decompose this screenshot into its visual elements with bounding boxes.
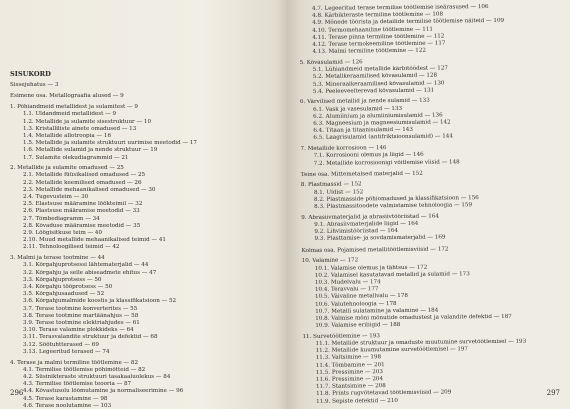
toc-entry: 1.2. Metallide ja sulamite sisestruktuur — 10 <box>23 118 152 125</box>
toc-entry: 11.3. Valtsimine — 198 <box>315 354 382 362</box>
toc-entry: 3.2. Kõrgahju ja selle abiseadmete ehitus — 47 <box>23 269 157 276</box>
toc-section-entry: 7. Metallide korrosioon — 146 <box>300 145 387 153</box>
toc-entry: 1.3. Kristalliliste ainete omadused — 13 <box>23 125 137 132</box>
toc-entry: 7.1. Korrosiooni olemus ja liigid — 146 <box>313 152 424 160</box>
right-toc-column <box>299 3 565 406</box>
toc-heading: SISUKORD <box>10 70 51 78</box>
toc-entry: 1.6. Metallide sulamid ja nende struktuur — 19 <box>23 147 158 154</box>
toc-entry: 2.9. Löögisitkuse teim — 40 <box>23 230 103 237</box>
toc-part-entry: Esimene osa. Metallograafia alused — 9 <box>10 93 124 100</box>
right-page <box>287 0 570 409</box>
toc-entry: 2.6. Plastsuse määramise meetodid — 33 <box>23 208 140 215</box>
right-toc-list <box>299 3 565 406</box>
toc-entry: 2.2. Metallide keemilised omadused — 26 <box>23 179 142 186</box>
toc-entry: 2.1. Metallide füüsikalised omadused — 25 <box>23 172 146 179</box>
toc-entry: 2.11. Tehnoloogilised teimid — 42 <box>23 244 120 251</box>
toc-entry: 8.3. Plastmassitoodete valmistamise tehnoloogia — 159 <box>314 202 473 210</box>
toc-entry: 10.2. Valamisel kasutatavad metallid ja sulamid — 173 <box>314 270 470 279</box>
toc-entry: 10.1. Valamise olemus ja tähtsus — 172 <box>314 264 428 272</box>
toc-entry: 3.9. Terase tootmine elektriahjudes — 61 <box>23 320 140 326</box>
toc-entry: 10.7. Metalli sulatamine ja valamine — 184 <box>315 307 439 315</box>
toc-entry: 6.1. Vask ja vasesulamid — 133 <box>313 105 403 113</box>
toc-entry: 4.6. Terase noolutamine — 103 <box>23 402 112 409</box>
toc-section-entry: 5. Kõvasulamid — 126 <box>299 59 363 66</box>
toc-entry: 2.7. Tõmbediagramm — 34 <box>23 215 100 222</box>
toc-entry: 6.3. Magneesium ja magneesiumisulamid — 142 <box>313 119 451 127</box>
toc-entry: 11.6. Pressimine — 204 <box>315 376 384 383</box>
toc-entry: 3.4. Kõrgahju tööprotsess — 50 <box>23 283 113 290</box>
toc-entry: 4.11. Terase pinna termiline töötlemine — 112 <box>312 33 445 41</box>
toc-entry: 5.3. Mineraalkeraamilised kõvasulamid — 130 <box>312 80 445 88</box>
toc-entry: 10.9. Valamise eriliigid — 188 <box>315 322 401 329</box>
toc-entry: 4.2. Süsinikteraste struktuuri tasakaaluolekus — 84 <box>23 373 171 380</box>
toc-entry: 5.4. Peeleeveelterevad kõvasulamid — 131 <box>312 87 435 95</box>
toc-entry: 3.12. Söötuhtterased — 69 <box>23 341 99 348</box>
toc-entry: 3.6. Kõrgahjumalmide koostis ja klassifikatsioon — 52 <box>23 298 177 305</box>
toc-entry: 4.4. Kõvastusolu lõõmutamine ja normaliseerimine — 96 <box>23 388 184 395</box>
toc-entry: 1.4. Metallide allotroopia — 16 <box>23 132 112 139</box>
toc-entry: 3.1. Kõrgahjuprotsessi lähtematerjalid — 44 <box>23 262 149 269</box>
toc-entry: 4.10. Termomehaaniline töötlemine — 111 <box>312 26 433 34</box>
left-page-number: 296 <box>10 389 24 397</box>
toc-section-entry: 1. Põhiandmeid metallidest ja sulamitest — 9 <box>10 104 138 111</box>
toc-section-entry: 9. Abrasiivmaterjalid ja abrasiivtööriistad — 164 <box>301 213 439 221</box>
toc-entry: 4.7. Legeeritud terase termilise töötlemise iseärasused — 106 <box>311 4 489 12</box>
toc-entry: 6.4. Titaan ja titaanisulamid — 143 <box>313 127 413 135</box>
toc-entry: 11.7. Stantsimine — 208 <box>315 383 386 391</box>
toc-section-entry: 6. Värvilised metallid ja nende sulamid — 133 <box>299 98 430 106</box>
toc-entry: 9.3. Plasttamise- ja sovdamismaterjalid — 169 <box>314 234 446 243</box>
toc-entry: 3.10. Terase valamine plokkideks — 64 <box>23 327 134 334</box>
toc-entry: 8.1. Üldist — 152 <box>313 189 364 196</box>
toc-entry: 10.4. Teravvalu — 177 <box>314 286 379 293</box>
toc-entry: 5.1. Lühiandmeid metallide kärbitöödest — 127 <box>312 65 448 73</box>
toc-section-entry: 2. Metallide ja sulamite omadused — 25 <box>10 165 124 172</box>
toc-entry: 2.4. Tugevusteim — 30 <box>23 194 89 201</box>
toc-entry: 9.2. Lihvimistööriistad — 164 <box>314 228 398 236</box>
toc-entry: 8.2. Plastmasside põhiomadused ja klassifikatsioon — 156 <box>313 195 479 203</box>
toc-entry: 11.8. Prints rugvõtetavad töötlemisviisid — 209 <box>316 389 452 398</box>
toc-entry: 3.11. Terasvalandite struktuur ja defektid — 68 <box>23 334 158 341</box>
toc-entry: 4.1. Termilise töötlemise põhimõtteid — 82 <box>23 366 146 373</box>
toc-entry: 10.5. Väivaline metallvalu — 178 <box>315 293 408 301</box>
toc-entry: 4.3. Termilise töötlemise teooria — 87 <box>23 381 132 388</box>
toc-entry: 4.12. Terase termokeemiline töötlemine — 117 <box>312 40 446 48</box>
toc-entry: 2.8. Kõvaduse määramise meetodid — 35 <box>23 222 141 229</box>
toc-entry: 3.7. Terase tootmine konverterites — 55 <box>23 305 138 312</box>
right-page-number: 297 <box>546 389 560 397</box>
toc-entry: 4.5. Terase karastamine — 98 <box>23 395 108 402</box>
toc-entry: 3.3. Kõrgahjuprotsess — 50 <box>23 276 102 283</box>
toc-section-entry: 4. Terase ja malmi termiline töötlemine — 82 <box>10 359 139 366</box>
toc-part-entry: Kolmas osa. Pojamised metallitöötlemisviisid — 172 <box>301 246 449 254</box>
toc-entry: 5.2. Metallkeraamilised kõvasulamid — 128 <box>312 72 438 81</box>
toc-entry: 11.2. Metallide kuumutamine survetöötlemisel — 197 <box>315 346 469 355</box>
toc-section-entry: 8. Plastmassid — 152 <box>300 181 362 189</box>
toc-entry: 10.8. Valmise mõni mõnutide omadustest ja valandite defektid — 187 <box>315 313 512 322</box>
toc-entry: 3.8. Terase tootmine martäänahjus — 58 <box>23 312 139 319</box>
toc-entry: 10.3. Mudelvalu — 174 <box>314 279 381 286</box>
toc-part-entry: Teine osa. Mittemetalsed materjalid — 152 <box>300 170 423 178</box>
left-toc-list <box>10 82 272 409</box>
toc-entry: 11.4. Tõmbamine — 201 <box>315 361 385 369</box>
toc-entry: 4.9. Mõnede töörista ja detailide termilise töötlemise näiteid — 109 <box>312 18 505 27</box>
left-toc-column <box>10 71 272 409</box>
toc-entry: 6.5. Laagrisulamid (antifriktsioonsulamid) — 144 <box>313 133 453 142</box>
toc-entry: 10.6. Valutehnoloogia — 178 <box>315 300 397 308</box>
toc-entry: 4.13. Malmi termiline töötlemine — 122 <box>312 47 427 56</box>
toc-entry: 11.1. Metallide struktuur ja omaduste muutumine survetöötlemisel — 193 <box>315 338 527 347</box>
toc-entry: 2.5. Elastsuse määramine löökteimil — 32 <box>23 201 143 208</box>
toc-section-entry: 11. Survetöötlemine — 193 <box>302 332 380 340</box>
toc-entry: Sissejuhatus — 3 <box>10 82 59 89</box>
toc-entry: 1.1. Üldandmeid metallidest — 9 <box>23 111 117 118</box>
toc-entry: 11.5. Pressimine — 203 <box>315 368 383 376</box>
toc-entry: 4.8. Kärbikteraste termiline töötlemine — 108 <box>312 11 444 20</box>
toc-entry: 3.5. Kõrgahjusaadused — 52 <box>23 291 105 298</box>
toc-entry: 2.3. Metallide mehaanikalised omadused — 30 <box>23 186 156 193</box>
toc-entry: 9.1. Abrasiivmaterjalide liigid — 164 <box>314 220 419 228</box>
toc-entry: 3.13. Legeeritud terased — 74 <box>23 348 110 355</box>
toc-entry: 11.9. Sepiste defektid — 210 <box>316 397 399 405</box>
toc-entry: 1.7. Sulamite olekudiagrammid — 21 <box>23 154 129 161</box>
toc-section-entry: 10. Valamine — 172 <box>301 257 359 265</box>
toc-entry: 2.10. Muud metallide mehaanikalised teimid — 41 <box>23 237 166 244</box>
toc-entry: 1.5. Metallide ja sulamite struktuuri uurimise meetodid — 17 <box>23 140 197 147</box>
toc-section-entry: 3. Malmi ja terase tootmine — 44 <box>10 255 105 262</box>
toc-entry: 6.2. Alumiinium ja alumiiniumisulamid — 136 <box>313 112 443 120</box>
toc-entry: 7.2. Metallide korrosioonigi võitlemise viisid — 148 <box>313 158 460 167</box>
